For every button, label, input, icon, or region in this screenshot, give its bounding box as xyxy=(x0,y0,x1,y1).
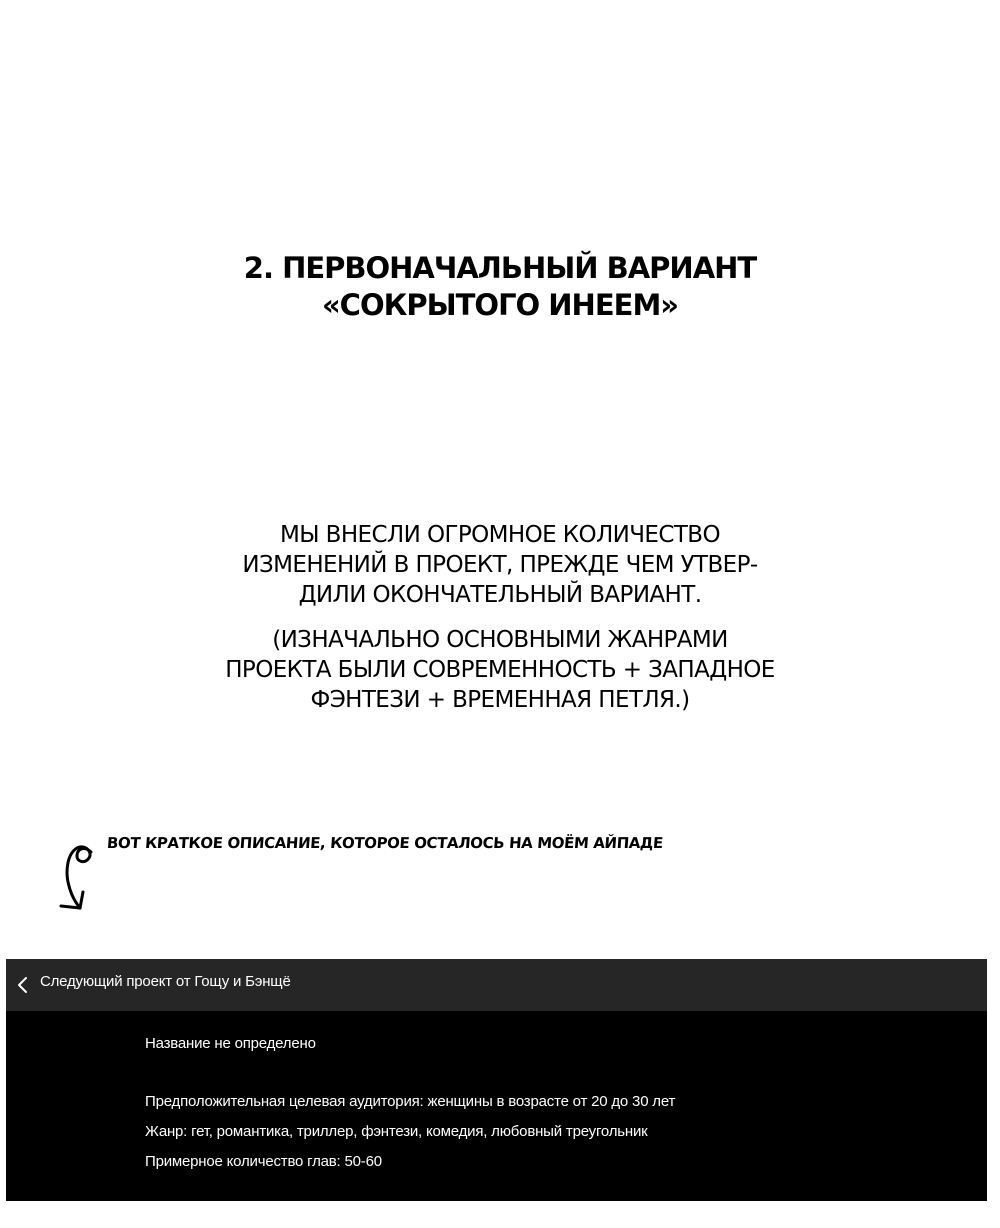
paragraph-line: МЫ ВНЕСЛИ ОГРОМНОЕ КОЛИЧЕСТВО xyxy=(280,522,720,548)
chevron-left-icon[interactable] xyxy=(16,973,30,997)
paragraph-line: ФЭНТЕЗИ + ВРЕМЕННАЯ ПЕТЛЯ.) xyxy=(310,687,690,713)
paragraph-changes xyxy=(0,520,1000,610)
paragraph-line: ПРОЕКТА БЫЛИ СОВРЕМЕННОСТЬ + ЗАПАДНОЕ xyxy=(225,657,775,683)
paragraph-line: ДИЛИ ОКОНЧАТЕЛЬНЫЙ ВАРИАНТ. xyxy=(298,582,702,608)
target-audience-line: Предположительная целевая аудитория: женщины в возрасте от 20 до 30 лет xyxy=(145,1093,676,1110)
project-name-line: Название не определено xyxy=(145,1035,316,1052)
handwritten-note: ВОТ КРАТКОЕ ОПИСАНИЕ, КОТОРОЕ ОСТАЛОСЬ НА МОЁМ АЙПАДЕ xyxy=(106,834,664,852)
page-heading xyxy=(0,250,1000,324)
paragraph-line: (ИЗНАЧАЛЬНО ОСНОВНЫМИ ЖАНРАМИ xyxy=(272,627,728,653)
heading-line-2: «СОКРЫТОГО ИНЕЕМ» xyxy=(321,288,679,322)
panel-header-bar xyxy=(6,959,987,1011)
ipad-note-panel xyxy=(6,959,987,1201)
paragraph-line: ИЗМЕНЕНИЙ В ПРОЕКТ, ПРЕЖДЕ ЧЕМ УТВЕР- xyxy=(242,552,758,578)
chapter-count-line: Примерное количество глав: 50-60 xyxy=(145,1153,382,1170)
paragraph-genres xyxy=(0,625,1000,715)
genre-line: Жанр: гет, романтика, триллер, фэнтези, комедия, любовный треугольник xyxy=(145,1123,648,1140)
heading-line-1: 2. ПЕРВОНАЧАЛЬНЫЙ ВАРИАНТ xyxy=(243,251,757,285)
hand-drawn-arrow-down-icon xyxy=(55,838,100,918)
panel-title: Следующий проект от Гощу и Бэнщё xyxy=(40,973,291,990)
